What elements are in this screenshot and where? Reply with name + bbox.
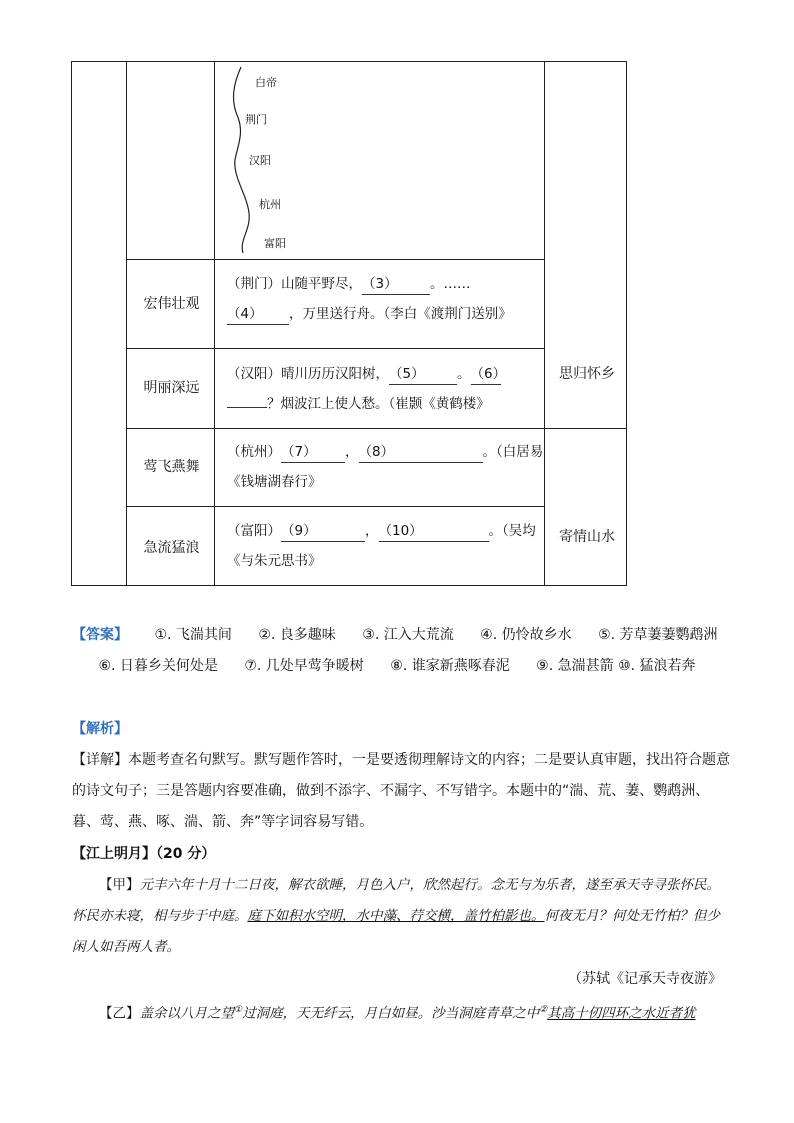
answer-item: ⑩. 猛浪若奔: [618, 658, 696, 674]
note-marker: ①: [234, 1005, 243, 1015]
poetry-table: [71, 61, 627, 586]
row-content: （富阳）（9） ，（10） 。（吴均 《与朱元思书》: [227, 523, 536, 569]
feeling-label: 思归怀乡: [559, 366, 615, 382]
analysis-detail: [72, 745, 732, 838]
map-place: 富阳: [264, 237, 286, 250]
row-label: 莺飞燕舞: [143, 459, 200, 475]
map-place: 汉阳: [249, 154, 271, 167]
analysis-tag: 【解析】: [72, 721, 128, 737]
jia-source: （苏轼《记承天寺夜游》: [568, 971, 722, 987]
passage-jia: 【甲】元丰六年十月十二日夜，解衣欲睡，月色入户，欣然起行。念无与为乐者，遂至承天寺寻张怀民。怀民亦未寝，相与步于中庭。庭下如积水空明，水中藻、荇交横，盖竹柏影也。何夜无月？何处无竹柏？但少闲人如吾两人者。: [72, 877, 720, 955]
answer-item: ⑤. 芳草萋萋鹦鹉洲: [598, 627, 718, 643]
yi-tag: 【乙】: [99, 1005, 140, 1022]
feeling-label: 寄情山水: [559, 529, 615, 545]
answer-item: ⑦. 几处早莺争暖树: [244, 658, 364, 674]
row-label: 明丽深远: [143, 380, 200, 396]
map-place: 杭州: [259, 198, 281, 211]
jia-tag: 【甲】: [99, 877, 140, 893]
row-content: （杭州）（7） ，（8） 。（白居易 《钱塘湖春行》: [227, 444, 544, 490]
section-title: 【江上明月】（20 分）: [72, 846, 216, 862]
row-content: （荆门）山随平野尽，（3） 。…… （4） ，万里送行舟。（李白《渡荆门送别》: [227, 269, 547, 329]
answer-item: ①. 飞湍其间: [154, 627, 232, 643]
row-label: 急流猛浪: [143, 540, 200, 556]
passage-yi: 【乙】盖余以八月之望①过洞庭，天无纤云，月白如昼。沙当洞庭青草之中②其高十仞四环之水近者犹: [99, 1005, 696, 1022]
underlined-sentence: 庭下如积水空明，水中藻、荇交横，盖竹柏影也。: [247, 908, 545, 924]
answer-section: [72, 620, 732, 682]
detail-text: 本题考查名句默写。默写题作答时，一是要透彻理解诗文的内容；二是要认真审题，找出符合题意的诗文句子；三是答题内容要准确，做到不添字、不漏字、不写错字。本题中的“湍、荒、萋、鹦鹉洲、暮、莺、燕、啄、湍、箭、奔”等字词容易写错。: [72, 752, 730, 830]
row-content: （汉阳）晴川历历汉阳树，（5） 。（6） ？烟波江上使人愁。（崔颢《黄鹤楼》: [227, 366, 507, 412]
map-place: 荆门: [245, 113, 267, 126]
answer-item: ③. 江入大荒流: [362, 627, 454, 643]
note-marker: ②: [539, 1005, 548, 1015]
map-place: 白帝: [255, 76, 277, 89]
answer-item: ⑥. 日暮乡关何处是: [98, 658, 218, 674]
river-map: [231, 61, 351, 259]
answer-item: ⑧. 谁家新燕啄春泥: [390, 658, 510, 674]
underlined-sentence: 其高十仞四环之水近者犹: [547, 1005, 696, 1022]
answer-tag: 【答案】: [72, 627, 128, 643]
detail-tag: 【详解】: [72, 752, 128, 768]
answer-item: ②. 良多趣味: [258, 627, 336, 643]
answer-item: ⑨. 急湍甚箭: [536, 658, 614, 674]
answer-item: ④. 仍怜故乡水: [480, 627, 572, 643]
row-label: 宏伟壮观: [143, 296, 200, 312]
